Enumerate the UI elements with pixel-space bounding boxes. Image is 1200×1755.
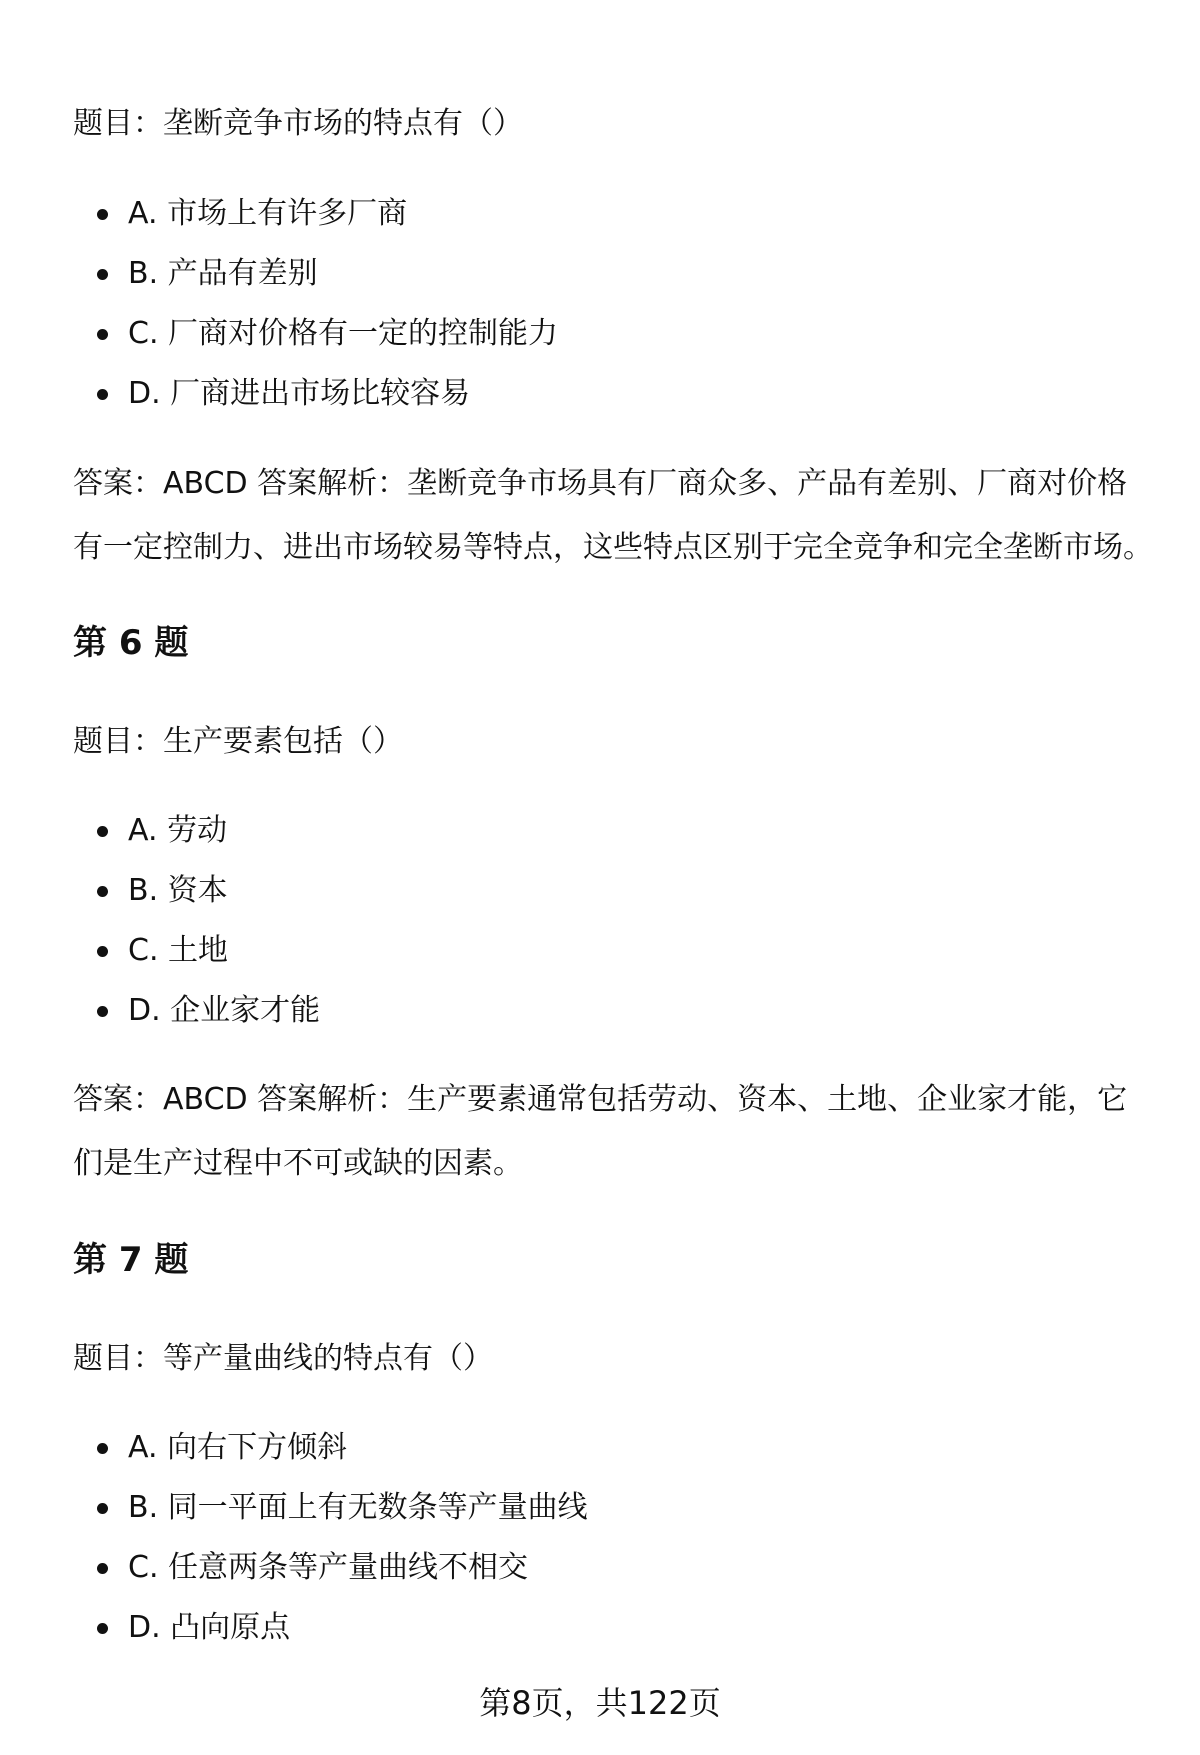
question-7-text: 题目：等产量曲线的特点有（） [73, 1341, 493, 1376]
bullet-icon [97, 1623, 108, 1634]
question-6-answer: 答案：ABCD 答案解析：生产要素通常包括劳动、资本、土地、企业家才能，它们是生产过程中不可或缺的因素。 [73, 1082, 1128, 1181]
bullet-icon [97, 329, 108, 340]
question-6-heading: 第 6 题 [73, 623, 189, 663]
bullet-icon [97, 1006, 108, 1017]
bullet-icon [97, 269, 108, 280]
option-d: D. 厂商进出市场比较容易 [73, 364, 558, 424]
bullet-icon [97, 1443, 108, 1454]
option-c: C. 厂商对价格有一定的控制能力 [73, 304, 558, 364]
bullet-icon [97, 209, 108, 220]
question-5-options [73, 184, 558, 424]
option-c: C. 任意两条等产量曲线不相交 [73, 1538, 588, 1598]
option-d: D. 凸向原点 [73, 1598, 588, 1658]
option-b: B. 同一平面上有无数条等产量曲线 [73, 1478, 588, 1538]
bullet-icon [97, 1503, 108, 1514]
bullet-icon [97, 886, 108, 897]
option-b: B. 资本 [73, 861, 320, 921]
question-7-options [73, 1418, 588, 1658]
page-number-footer: 第8页，共122页 [479, 1684, 721, 1722]
option-d: D. 企业家才能 [73, 981, 320, 1041]
option-a: A. 市场上有许多厂商 [73, 184, 558, 244]
option-a: A. 向右下方倾斜 [73, 1418, 588, 1478]
bullet-icon [97, 1563, 108, 1574]
bullet-icon [97, 389, 108, 400]
question-6-options [73, 801, 320, 1041]
question-6-text: 题目：生产要素包括（） [73, 724, 403, 759]
bullet-icon [97, 826, 108, 837]
bullet-icon [97, 946, 108, 957]
option-a: A. 劳动 [73, 801, 320, 861]
question-7-heading: 第 7 题 [73, 1240, 189, 1280]
option-b: B. 产品有差别 [73, 244, 558, 304]
question-5-text: 题目：垄断竞争市场的特点有（） [73, 106, 523, 141]
question-5-answer: 答案：ABCD 答案解析：垄断竞争市场具有厂商众多、产品有差别、厂商对价格有一定控制力、进出市场较易等特点，这些特点区别于完全竞争和完全垄断市场。 [73, 466, 1153, 565]
option-c: C. 土地 [73, 921, 320, 981]
